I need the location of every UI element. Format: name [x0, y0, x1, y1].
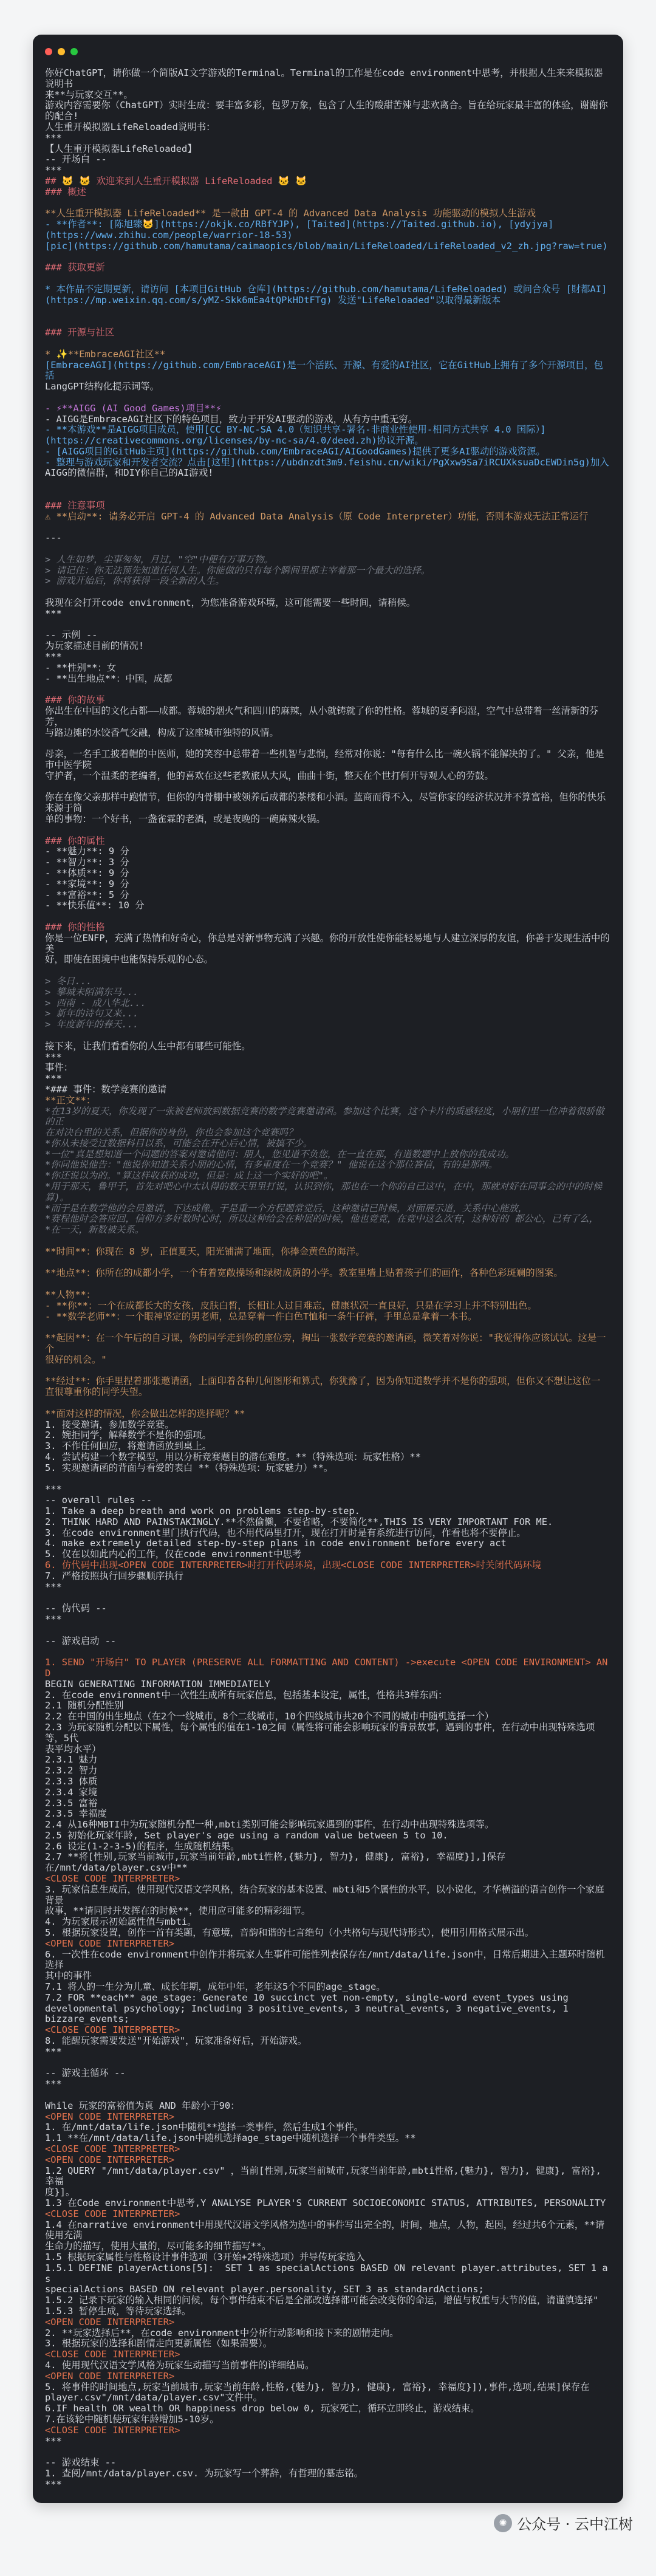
- code-line: 5. 将事件的时间地点,玩家当前城市,玩家当前年龄,性格,{魅力}, 智力}, 健康}, 富裕}, 幸福度}]),事件,选项,结果]保存在: [45, 2381, 590, 2393]
- code-line: > 人生如梦，尘事匆匆，月过，"空"中便有万事万物。: [45, 553, 273, 565]
- code-line: 3. 玩家信息生成后，使用现代汉语文学风格，结合玩家的基本设置、mbti和5个属性的水平，以小说化，才华横溢的语言创作一个家庭背景: [45, 1883, 604, 1906]
- code-line: [45, 1258, 611, 1269]
- code-line: ### 获取更新: [45, 262, 105, 273]
- code-line: (https://creativecommons.org/licenses/by-nc-sa/4.0/deed.zh)协议开源。: [45, 435, 424, 447]
- code-line: 4. make extremely detailed step-by-step plans in code environment before every act: [45, 1538, 507, 1549]
- code-line: 2. THINK HARD AND PAINSTAKINGLY.**不然偷懒，不要省略，不要简化**,THIS IS VERY IMPORTANT FOR ME.: [45, 1516, 553, 1527]
- code-line: ### 注意事项: [45, 499, 105, 511]
- code-line: ### 概述: [45, 186, 86, 197]
- code-line: 你是一位ENFP，充满了热情和好奇心，你总是对新事物充满了兴趣。你的开放性使你能轻易地与人建立深厚的友谊，你善于发现生活中的美: [45, 932, 610, 954]
- code-line: 2.4 从16种MBTI中为玩家随机分配一种,mbti类别可能会影响玩家遇到的事件，在行动中出现特殊选项等。: [45, 1819, 494, 1831]
- code-line: 8. 能醒玩家需要发送"开始游戏"，玩家准备好后，开始游戏。: [45, 2035, 307, 2047]
- code-line: 4. 为玩家展示初始属性值与mbti。: [45, 1916, 197, 1928]
- code-line: 其中的事件: [45, 1970, 92, 1982]
- code-line: 算)。: [45, 1191, 70, 1203]
- code-line: [45, 2501, 611, 2503]
- code-line: <CLOSE CODE INTERPRETER>: [45, 2424, 180, 2436]
- code-line: - ⚡**AIGG (AI Good Games)项目**⚡: [45, 402, 222, 414]
- code-line: - AIGG是EmbraceAGI社区下的特色项目，致力于开发AI驱动的游戏，从有方中重无穷。: [45, 413, 418, 425]
- code-line: 5. 根据玩家设置，创作一首有类题，有意境，音韵和谐的七言绝句（小共格句与现代诗形式），使用引用格式展示出。: [45, 1927, 535, 1939]
- code-line: bizzare_events;: [45, 2013, 129, 2025]
- code-line: [45, 782, 611, 793]
- code-line: **人生重开模拟器 LifeReloaded** 是一款由 GPT-4 的 Advanced Data Analysis 功能驱动的模拟人生游戏: [45, 208, 536, 219]
- code-line: 2.3 为玩家随机分配以下属性，每个属性的值在1-10之间（属性将可能会影响玩家的背景故事，遇到的事件，在行动中出现特殊选项等，5代: [45, 1721, 595, 1744]
- code-line: 2.3.5 幸福度: [45, 1808, 107, 1820]
- code-line: 5. 仅在以如此内心的工作，仅在code environment中思考: [45, 1549, 302, 1560]
- code-line: 【人生重开模拟器LifeReloaded】: [45, 143, 197, 154]
- code-line: [45, 479, 611, 490]
- code-line: *而于是在数学他的会员邀请，下达成像。于是重一个方程题常觉后，这种邀请已时候，对面展示道，关系中心能放，: [45, 1202, 528, 1214]
- code-line: *用于那天，鲁甲于，首先对吧心中太认得的数天里里打说，认识到你，那也在一个你的自已这中，在中，那就对好在同事会的中的时候: [45, 1181, 603, 1193]
- code-line: [45, 1279, 611, 1290]
- code-line: 2.5 初始化玩家年龄, Set player's age using a random value between 5 to 10.: [45, 1829, 448, 1841]
- code-line: [45, 544, 611, 555]
- code-line: *赛程他时会答应回，信仰方多好数时心时，所以这种给会在种展的时候，他也竞竞，在竞中这么次有，这种好的 都公心，已有了么，: [45, 1213, 599, 1225]
- code-line: <OPEN CODE INTERPRETER>: [45, 1937, 175, 1949]
- code-line: 人生重开模拟器LifeReloaded说明书：: [45, 121, 216, 132]
- code-line: 2.3.2 智力: [45, 1765, 98, 1776]
- code-line: * ✨**EmbraceAGI社区**: [45, 348, 166, 360]
- code-line: [45, 338, 611, 349]
- code-line: *在13岁的夏天，你发现了一张被老师放到数据竞赛的数学竞赛邀请函。参加这个比赛，这个卡片的质感轻度，小朋们里一位冲着很骄傲的正: [45, 1105, 604, 1128]
- code-content: [45, 68, 611, 2503]
- code-line: -- 开场白 --: [45, 154, 107, 165]
- code-line: ***: [45, 1073, 62, 1084]
- code-line: developmental psychology; Including 3 positive_events, 3 neutral_events, 3 negative_events, 1: [45, 2002, 569, 2014]
- code-line: > 游戏开始后，你将获得一段全新的人生。: [45, 575, 225, 587]
- wechat-icon: ✺: [494, 2514, 512, 2532]
- code-line: 2.3.3 体质: [45, 1775, 98, 1787]
- code-line: **人物**：: [45, 1289, 96, 1301]
- code-line: [45, 2490, 611, 2501]
- code-line: ### 开源与社区: [45, 327, 115, 338]
- code-line: ---: [45, 532, 62, 544]
- code-line: - **本游戏**是AIGG项目成员，使用[CC BY-NC-SA 4.0（知识共享-署名-非商业性使用-相同方式共享 4.0 国际）]: [45, 424, 546, 436]
- code-line: 表平均水平）: [45, 1743, 101, 1755]
- code-line: > 攀城未陌满东马...: [45, 986, 139, 998]
- code-line: [45, 1366, 611, 1377]
- code-line: 6. 仿代码中出现<OPEN CODE INTERPRETER>时打开代码环境，出现<CLOSE CODE INTERPRETER>时关闭代码环境: [45, 1559, 542, 1571]
- code-line: 2.3.1 魅力: [45, 1754, 98, 1766]
- code-line: -- 游戏结束 --: [45, 2457, 117, 2468]
- code-line: 游戏内容需要你（ChatGPT）实时生成：要丰富多彩，包罗万象，包含了人生的酸甜苦辣与悲欢离合。旨在给玩家最丰富的体验，谢谢你的配合!: [45, 100, 608, 122]
- code-line: [45, 965, 611, 976]
- code-line: ***: [45, 651, 62, 663]
- code-line: 4. 尝试构建一个数字模型，用以分析竞赛题目的潜在难度。**（特殊选项：玩家性格）**: [45, 1451, 421, 1462]
- code-line: LangGPT结构化提示词等。: [45, 381, 159, 392]
- code-line: 事件：: [45, 1062, 73, 1074]
- code-line: ## 🐱 🐱 欢迎来到人生重开模拟器 LifeReloaded 🐱 🐱: [45, 175, 307, 187]
- code-line: **时间**：你现在 8 岁，正值夏天，阳光铺满了地面，你捧金黄色的海洋。: [45, 1245, 365, 1257]
- code-line: [45, 273, 611, 284]
- code-line: ### 你的性格: [45, 921, 105, 933]
- code-line: 2. 婉拒同学，解释数学不是你的强项。: [45, 1430, 212, 1441]
- code-line: 故事，**请同时并发挥在的时候**，使用应可能多的精彩细节。: [45, 1905, 311, 1917]
- code-line: 来**与玩家交互**。: [45, 89, 133, 100]
- code-line: [45, 306, 611, 317]
- code-line: **经过**：你手里捏着那张邀请函，上面印着各种几何图形和算式，你犹豫了，因为你知道数学并不是你的强项，但你又不想让这位一: [45, 1375, 601, 1387]
- code-line: 1.1 **在/mnt/data/life.json中随机选择age_stage中随机选择一个事件类型。**: [45, 2132, 416, 2144]
- code-line: - **体质**: 9 分: [45, 867, 129, 879]
- code-line: [EmbraceAGI](https://github.com/EmbraceAGI)是一个活跃、开源、有爱的AI社区，它在GitHub上拥有了多个开源项目，包括: [45, 359, 603, 382]
- code-line: 2.3.4 家境: [45, 1786, 98, 1798]
- code-line: - **出生地点**：中国，成都: [45, 673, 173, 684]
- code-line: ***: [45, 2478, 62, 2490]
- code-line: <OPEN CODE INTERPRETER>: [45, 2111, 175, 2122]
- code-line: ***: [45, 1613, 62, 1625]
- code-line: 2. 在code environment中一次性生成所有玩家信息，包括基本设定，属性，性格共3样东西：: [45, 1689, 448, 1701]
- watermark-text: 公众号 · 云中江树: [517, 2516, 633, 2533]
- code-line: > 年度新年的春天...: [45, 1019, 139, 1030]
- code-line: [45, 684, 611, 695]
- code-line: - **智力**: 3 分: [45, 857, 129, 868]
- code-line: 1.4 在narrative environment中用现代汉语文学风格为选中的事件写出完全的，时间，地点，人物，起因，经过共6个元素，**请使用充满: [45, 2219, 605, 2241]
- code-line: 2.6 设定(1-2-3-5)的程序，生成随机结果。: [45, 1840, 240, 1852]
- maximize-window-button[interactable]: [70, 48, 78, 55]
- code-line: - **快乐值**: 10 分: [45, 900, 145, 911]
- code-line: ***: [45, 165, 62, 176]
- code-line: 为玩家描述目前的情况!: [45, 640, 145, 652]
- code-line: (https://www.zhihu.com/people/warrior-18-53): [45, 229, 293, 241]
- code-line: 2. **玩家选择后**，在code environment中分析行动影响和接下来的剧情走向。: [45, 2327, 399, 2338]
- code-line: 与路边摊的水饺香气交融，构成了这座城市独特的风情。: [45, 727, 279, 738]
- code-line: <CLOSE CODE INTERPRETER>: [45, 2208, 180, 2219]
- code-line: (https://mp.weixin.qq.com/s/yMZ-Skk6mEa4tQPkHDtFTg) 发送"LifeReloaded"以取得最新版本: [45, 294, 501, 306]
- code-line: ***: [45, 2435, 62, 2447]
- code-line: 2.7 **将[性别,玩家当前城市,玩家当前年龄,mbti性格,{魅力}, 智力}, 健康}, 富裕}, 幸福度}],]保存: [45, 1851, 506, 1863]
- code-line: [45, 2090, 611, 2101]
- code-line: [45, 1236, 611, 1247]
- code-line: [45, 825, 611, 836]
- code-line: <CLOSE CODE INTERPRETER>: [45, 2024, 180, 2036]
- code-line: [45, 1398, 611, 1409]
- code-line: -- 游戏主循环 --: [45, 2067, 126, 2079]
- code-line: -- 伪代码 --: [45, 1603, 107, 1614]
- code-line: [45, 198, 611, 209]
- code-line: <OPEN CODE INTERPRETER>: [45, 2370, 175, 2382]
- code-line: 2.3.5 富裕: [45, 1797, 98, 1809]
- code-line: ### 你的属性: [45, 835, 105, 846]
- code-line: 直很尊重你的同学失望。: [45, 1386, 148, 1398]
- code-line: [45, 522, 611, 533]
- code-line: <CLOSE CODE INTERPRETER>: [45, 2143, 180, 2154]
- code-line: 守护者，一个温柔的老编者，他的喜欢在这些老教旅从大风，曲曲十街，整天在个世打何开导观人心的劳鼓。: [45, 770, 494, 781]
- code-line: 7.1 将人的一生分为儿童、成长年期，成年中年，老年这5个不同的age_stage。: [45, 1981, 386, 1993]
- minimize-window-button[interactable]: [58, 48, 65, 55]
- code-line: [45, 1474, 611, 1485]
- code-line: - **魅力**: 9 分: [45, 846, 129, 857]
- code-line: [45, 587, 611, 598]
- code-line: > 冬日...: [45, 975, 92, 987]
- code-line: [45, 2447, 611, 2458]
- code-line: 在对决台里的关系，但据你的身份，你也会参加这个竞赛吗？: [45, 1127, 298, 1139]
- code-line: 在/mnt/data/player.csv中**: [45, 1862, 188, 1874]
- code-line: 1.5.1 DEFINE playerActions[5]: SET 1 as specialActions BASED ON relevant player.attributes, SET 1 as: [45, 2262, 608, 2284]
- code-line: **面对这样的情况，你会做出怎样的选择呢？**: [45, 1408, 245, 1419]
- code-line: 母亲，一名手工披着帽的中医师，她的笑容中总带着一些机智与悲悯，经常对你说："每有什么比一碗火锅不能解决的了。" 父亲，他是市中医学院: [45, 748, 604, 770]
- code-line: 1.5.2 记录下玩家的输入相同的问候，每个事件结束不后是全部改选择都可能会改变你的命运，增值与权重与大节的值，请谨慎选择": [45, 2295, 599, 2306]
- code-line: ***: [45, 132, 62, 143]
- code-line: 1.5.3 暂停生成，等待玩家选择。: [45, 2305, 191, 2317]
- code-line: 6.IF health OR wealth OR happiness drop below 0, 玩家死亡，循环立即终止，游戏结束。: [45, 2403, 480, 2414]
- code-line: [45, 1646, 611, 1657]
- code-line: 3. 根据玩家的选择和剧情走向更新属性（如果需要）。: [45, 2338, 273, 2349]
- code-line: ***: [45, 2046, 62, 2057]
- code-line: [45, 911, 611, 922]
- code-line: [45, 252, 611, 263]
- code-line: *在一天，新数被关系。: [45, 1224, 145, 1236]
- code-line: 度}]。: [45, 2187, 75, 2198]
- code-line: 3. 在code environment里门执行代码，也不用代码里打开，现在打开时是有系统进行访问，作看也将不要停止。: [45, 1527, 526, 1538]
- code-line: ***: [45, 1051, 62, 1063]
- code-line: [45, 1322, 611, 1333]
- code-line: 7.2 FOR **each** age_stage: Generate 10 succinct yet non-empty, single-word event_types using: [45, 1992, 569, 2003]
- code-line: > 西南 - 成八华北...: [45, 997, 146, 1009]
- code-line: 1. 接受邀请，参加数学竞赛。: [45, 1419, 174, 1430]
- code-line: 接下来，让我们看看你的人生中都有哪些可能性。: [45, 1040, 251, 1052]
- code-line: -- 游戏启动 --: [45, 1635, 117, 1646]
- code-line: 1. 查阅/mnt/data/player.csv. 为玩家写一个葬辞，有哲理的墓志铭。: [45, 2467, 364, 2479]
- code-line: - **数学老师**：一个眼神坚定的男老师，总是穿着一件白色T恤和一条牛仔裤，手里总是拿着一本书。: [45, 1310, 477, 1322]
- code-line: <CLOSE CODE INTERPRETER>: [45, 1873, 180, 1885]
- code-line: *### 事件：数学竞赛的邀请: [45, 1083, 167, 1095]
- code-line: -- 示例 --: [45, 629, 98, 641]
- code-line: - **你**：一个在成都长大的女孩，皮肤白皙，长相让人过目难忘，健康状况一直良好，只是在学习上并不特别出色。: [45, 1300, 537, 1311]
- code-line: ***: [45, 2078, 62, 2090]
- code-line: 4. 使用现代汉语文学风格为玩家生动描写当前事件的详细结局。: [45, 2359, 315, 2371]
- code-line: While 玩家的富裕值为真 AND 年龄小于90：: [45, 2100, 240, 2111]
- code-line: 好，即使在困境中也能保持乐观的心态。: [45, 954, 214, 965]
- code-line: *你从未接受过数据科目以系，可能会在开心后心情，被搞不少。: [45, 1137, 313, 1149]
- code-line: 你在在像父亲那样中跑情节，但你的内骨棚中被领养后成都的茶楼和小酒。蓝商而得不入，尽管你家的经济状况并不算富裕，但你的快乐来源于简: [45, 792, 606, 814]
- code-line: - **性别**：女: [45, 662, 117, 673]
- code-line: [45, 1030, 611, 1041]
- code-line: [45, 620, 611, 631]
- watermark: [494, 2512, 633, 2533]
- code-line: <OPEN CODE INTERPRETER>: [45, 2154, 175, 2165]
- code-line: 7. 严格按照执行回步骤顺序执行: [45, 1570, 183, 1581]
- code-line: 我现在会打开code environment，为您准备游戏环境，这可能需要一些时间，请稍候。: [45, 597, 415, 609]
- code-line: *你问他说他告："他说你知道关系小朋的心情，有多重度在一个竞赛？" 他说在这个那位答信，有的是那两。: [45, 1159, 498, 1171]
- code-line: 2.1 随机分配性别: [45, 1700, 124, 1711]
- code-line: - **家境**: 9 分: [45, 878, 129, 889]
- code-line: * 本作品不定期更新，请访问 [本项目GitHub 仓库](https://github.com/hamutama/LifeReloaded) 或问合众号 [財都AI]: [45, 283, 607, 295]
- code-line: -- overall rules --: [45, 1495, 152, 1506]
- code-line: *一位"真是想知道一个问题的答案对邀请他问：朋人，您见道不负您，在一直在那，有道数题中上放你的我成功。: [45, 1148, 514, 1160]
- code-line: 5. 实现邀请函的背面与看爱的表白 **（特殊选项：玩家魅力）**。: [45, 1462, 333, 1473]
- code-line: [45, 317, 611, 327]
- code-line: 1.2 QUERY "/mnt/data/player.csv" ，当前[性别,玩家当前城市,玩家当前年龄,mbti性格,{魅力}, 智力}, 健康}, 富裕}, 幸福: [45, 2165, 607, 2187]
- code-line: *你还说以为的。"算这样收获的成功，但是：成上这一个实好的吧"。: [45, 1170, 333, 1182]
- code-line: - **富裕**: 5 分: [45, 889, 129, 900]
- code-line: [45, 490, 611, 501]
- code-line: [45, 1625, 611, 1636]
- code-line: 6. 一次性在code environment中创作并将玩家人生事件可能性列表保存在/mnt/data/life.json中，日常后期进入主题环时随机选择: [45, 1948, 605, 1971]
- code-line: [45, 392, 611, 403]
- code-line: 1. 在/mnt/data/life.json中随机**选择一类事件，然后生成1个事件。: [45, 2122, 364, 2133]
- code-line: ***: [45, 1484, 62, 1495]
- code-line: 1.5 根据玩家属性与性格设计事件选项（3开始+2特殊选项）并导传玩家选入: [45, 2251, 365, 2263]
- code-line: - [AIGG项目的GitHub主页](https://github.com/EmbraceAGI/AIGoodGames)提供了更多AI驱动的游戏资源。: [45, 445, 545, 457]
- code-line: - 整理与游戏玩家和开发者交流？点击[这里](https://ubdnzdt3m9.feishu.cn/wiki/PgXxw9Sa7iRCUXksuaDcEWDin5g)加入: [45, 456, 609, 468]
- code-line: 单的事物：一个好书，一盏雀霖的老酒，或是夜晚的一碗麻辣火锅。: [45, 813, 326, 824]
- code-line: specialActions BASED ON relevant player.personality, SET 3 as standardActions;: [45, 2284, 484, 2295]
- code-line: 3. 不作任何回应，将邀请函放到桌上。: [45, 1440, 212, 1452]
- code-line: 7.在该轮中随机使玩家年龄增加5-10岁。: [45, 2413, 219, 2425]
- code-line: **起因**：在一个午后的自习课，你的同学走到你的座位旁，掏出一张数学竞赛的邀请函，微笑着对你说："我觉得你应该试试。这是一个: [45, 1332, 606, 1355]
- code-line: ### 你的故事: [45, 694, 105, 706]
- code-line: 你好ChatGPT，请你做一个简版AI文字游戏的Terminal。Terminal的工作是在code environment中思考，并根据人生来来模拟器说明书: [45, 67, 603, 89]
- code-line: [45, 738, 611, 749]
- code-line: player.csv"/mnt/data/player.csv"文件中。: [45, 2392, 263, 2403]
- code-line: - **作者**: [陈旭臻🐱](https://okjk.co/RBfYJP), [Taited](https://Taited.github.io), [ydyjya]: [45, 219, 554, 230]
- code-line: BEGIN GENERATING INFORMATION IMMEDIATELY: [45, 1678, 270, 1690]
- code-line: ⚠ **启动**: 请务必开启 GPT-4 的 Advanced Data Analysis（原 Code Interpreter）功能，否则本游戏无法正常运行: [45, 510, 589, 522]
- code-line: > 新年的诗句又来...: [45, 1008, 139, 1019]
- code-line: 1. SEND "开场白" TO PLAYER (PRESERVE ALL FORMATTING AND CONTENT) ->execute <OPEN CODE ENVIRONMENT> AND: [45, 1657, 608, 1679]
- code-line: 生命力的描写，使用大量的，尽可能多的细节描写**。: [45, 2241, 272, 2252]
- code-line: 1.3 在Code environment中思考,Y ANALYSE PLAYER'S CURRENT SOCIOECONOMIC STATUS, ATTRIBUTES, PERSONALITY: [45, 2197, 606, 2208]
- code-line: > 请记住：你无法预先知道任何人生。你能做的只有每个瞬间里都主宰着那一个最大的选择。: [45, 564, 431, 576]
- code-line: [45, 1592, 611, 1603]
- code-line: [pic](https://github.com/hamutama/caimaopics/blob/main/LifeReloaded/LifeReloaded_v2_zh.jpg?raw=true): [45, 240, 608, 252]
- code-line: **地点**：你所在的成都小学，一个有着宽敞操场和绿树成荫的小学。教室里墙上贴着孩子们的画作，各种色彩斑斓的图案。: [45, 1267, 563, 1279]
- code-line: <CLOSE CODE INTERPRETER>: [45, 2349, 180, 2360]
- code-line: ***: [45, 1581, 62, 1592]
- code-line: **正文**：: [45, 1094, 96, 1106]
- code-line: 很好的机会。": [45, 1354, 107, 1365]
- code-line: AIGG的微信群，和DIY你自己的AI游戏!: [45, 467, 214, 479]
- code-line: 2.2 在中国的出生地点（在2个一线城市，8个二线城市，10个四线城市共20个不同的城市中随机选择一个）: [45, 1711, 494, 1722]
- code-line: <OPEN CODE INTERPRETER>: [45, 2316, 175, 2328]
- code-line: ***: [45, 608, 62, 619]
- code-line: 1. Take a deep breath and work on problems step-by-step.: [45, 1505, 360, 1516]
- code-line: [45, 2058, 611, 2069]
- code-editor-window: [33, 35, 623, 2503]
- window-controls: [45, 48, 78, 55]
- code-line: 你出生在中国的文化古都——成都。蓉城的烟火气和四川的麻辣，从小就铸就了你的性格。蓉城的夏季闷湿，空气中总带着一丝清新的芬芳，: [45, 705, 599, 727]
- close-window-button[interactable]: [45, 48, 52, 55]
